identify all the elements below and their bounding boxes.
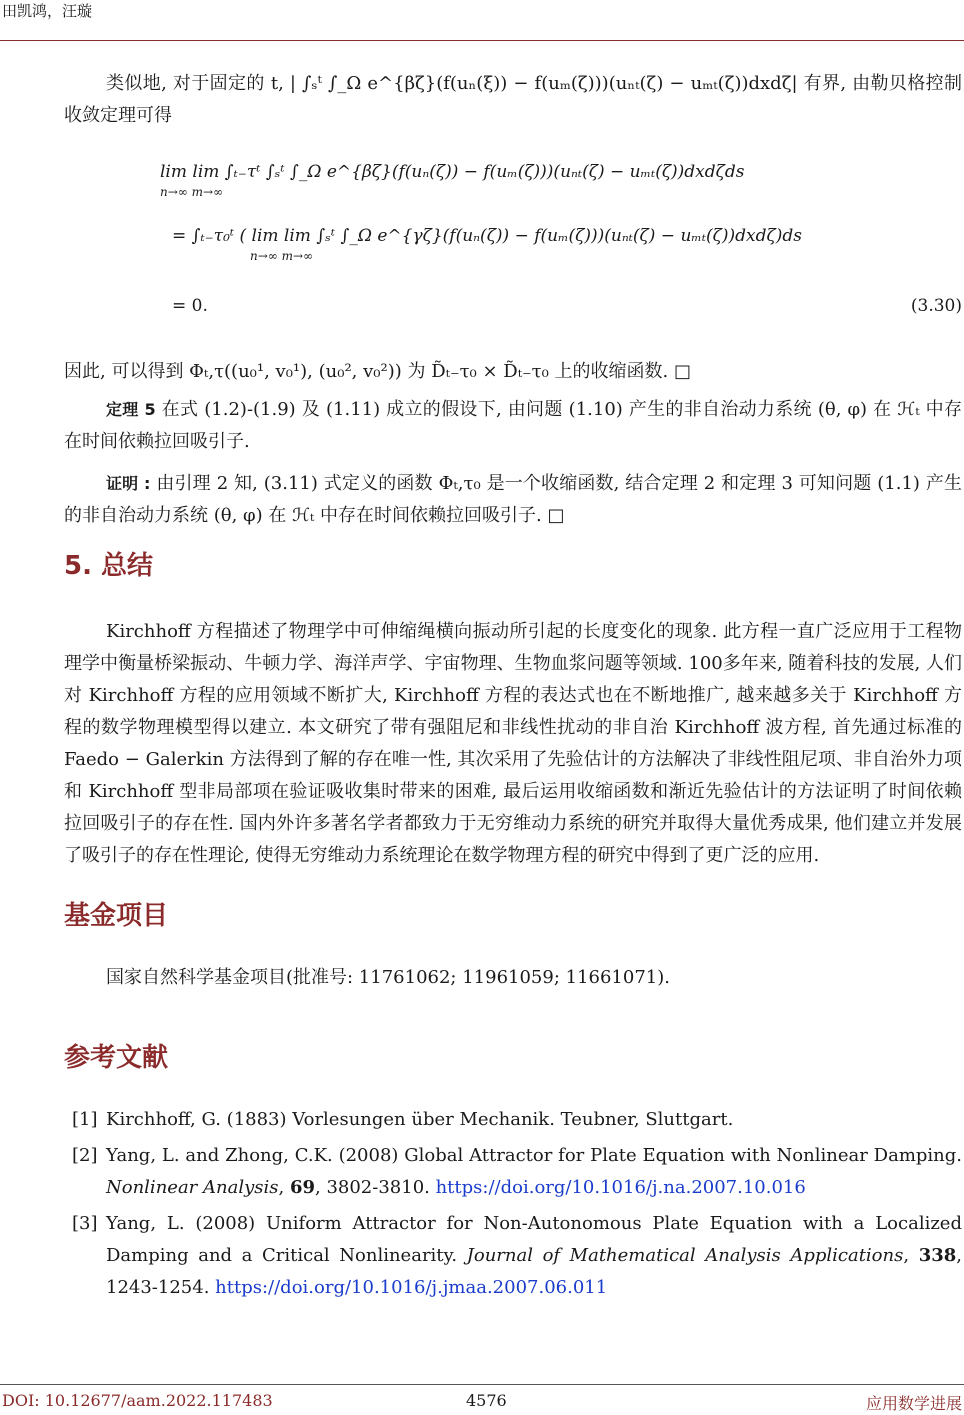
proof-text: 由引理 2 知, (3.11) 式定义的函数 Φₜ,τ₀ 是一个收缩函数, 结合定理 2 和定理 3 可知问题 (1.1) 产生的非自治动力系统 (θ, φ) 在 ℋₜ 中存在时间依赖拉回吸引子. □ <box>64 473 962 526</box>
equation-line-3: = 0. <box>172 296 208 316</box>
footer-doi[interactable]: DOI: 10.12677/aam.2022.117483 <box>2 1391 273 1410</box>
reference-journal: Nonlinear Analysis <box>106 1177 279 1198</box>
equation-line-1-sub: n→∞ m→∞ <box>160 185 224 199</box>
reference-doi-link[interactable]: https://doi.org/10.1016/j.na.2007.10.016 <box>435 1177 806 1198</box>
equation-line-1: lim lim ∫ₜ₋τᵗ ∫ₛᵗ ∫_Ω e^{βζ}(f(uₙ(ζ)) − f(uₘ(ζ)))(uₙₜ(ζ) − uₘₜ(ζ))dxdζds <box>160 162 745 182</box>
theorem-label: 定理 5 <box>106 400 156 419</box>
reference-volume: 338 <box>918 1245 957 1266</box>
reference-list <box>64 1104 962 1304</box>
theorem-text: 在式 (1.2)-(1.9) 及 (1.11) 成立的假设下, 由问题 (1.10) 产生的非自治动力系统 (θ, φ) 在 ℋₜ 中存在时间依赖拉回吸引子. <box>64 399 962 452</box>
equation-number: (3.30) <box>910 296 962 316</box>
reference-number: [2] <box>72 1145 98 1166</box>
footer-page-number: 4576 <box>466 1391 507 1410</box>
proof-label: 证明 : <box>106 474 151 493</box>
reference-volume: 69 <box>289 1177 315 1198</box>
equation-line-2: = ∫ₜ₋τ₀ᵗ ( lim lim ∫ₛᵗ ∫_Ω e^{γζ}(f(uₙ(ζ)) − f(uₘ(ζ)))(uₙₜ(ζ) − uₘₜ(ζ))dxdζ)ds <box>172 226 802 246</box>
reference-text: Yang, L. (2008) Uniform Attractor for Non-Autonomous Plate Equation with a Localized Damping and a Critical Nonlinearity. <box>106 1213 962 1266</box>
reference-number: [1] <box>72 1109 98 1130</box>
references-title: 参考文献 <box>64 1043 169 1073</box>
reference-journal: Journal of Mathematical Analysis Applications <box>466 1245 904 1266</box>
page-header <box>0 0 964 41</box>
footer-journal: 应用数学进展 <box>865 1394 962 1413</box>
equation-3-30 <box>64 148 962 348</box>
reference-doi-link[interactable]: https://doi.org/10.1016/j.jmaa.2007.06.011 <box>215 1277 608 1298</box>
conclusion-line: 因此, 可以得到 Φₜ,τ((u₀¹, v₀¹), (u₀², v₀²)) 为 D̃ₜ₋τ₀ × D̃ₜ₋τ₀ 上的收缩函数. □ <box>64 361 691 382</box>
theorem-5 <box>64 394 962 458</box>
page-footer <box>0 1384 964 1415</box>
proof <box>64 468 962 532</box>
intro-paragraph: 类似地, 对于固定的 t, | ∫ₛᵗ ∫_Ω e^{βζ}(f(uₙ(ξ)) − f(uₘ(ζ)))(uₙₜ(ζ) − uₘₜ(ζ))dxdζ| 有界, 由勒贝格控制收敛定理可得 <box>64 73 962 126</box>
reference-text: Kirchhoff, G. (1883) Vorlesungen über Mechanik. Teubner, Sluttgart. <box>106 1109 734 1130</box>
header-authors: 田凯鸿，汪璇 <box>2 2 93 20</box>
funding-title: 基金项目 <box>64 901 169 931</box>
reference-item <box>64 1104 962 1136</box>
reference-number: [3] <box>72 1213 98 1234</box>
page-content <box>64 68 962 1308</box>
funding-text: 国家自然科学基金项目(批准号: 11761062; 11961059; 11661071). <box>106 967 670 988</box>
reference-item: [3] Yang, L. (2008) Uniform Attractor for Non-Autonomous Plate Equation with a Localized Damping and a Critical Nonlinearity. Journal of Mathematical Analysis Applications, 338, 1243-1254. https://doi.org/10.1016/j.jmaa.2007.06.011 <box>64 1208 962 1304</box>
section-5-paragraph: Kirchhoff 方程描述了物理学中可伸缩绳横向振动所引起的长度变化的现象. 此方程一直广泛应用于工程物理学中衡量桥梁振动、牛顿力学、海洋声学、宇宙物理、生物血浆问题等领域. 100多年来, 随着科技的发展, 人们对 Kirchhoff 方程的应用领域不断扩大, Kirchhoff 方程的表达式也在不断地推广, 越来越多关于 Kirchhoff 方程的数学物理模型得以建立. 本文研究了带有强阻尼和非线性扰动的非自治 Kirchhoff 波方程, 首先通过标准的 Faedo − Galerkin 方法得到了解的存在唯一性, 其次采用了先验估计的方法解决了非线性阻尼项、非自治外力项和 Kirchhoff 型非局部项在验证吸收集时带来的困难, 最后运用收缩函数和渐近先验估计的方法证明了时间依赖拉回吸引子的存在性. 国内外许多著名学者都致力于无穷维动力系统的研究并取得大量优秀成果, 他们建立并发展了吸引子的存在性理论, 使得无穷维动力系统理论在数学物理方程的研究中得到了更广泛的应用. <box>64 621 962 866</box>
reference-text: Yang, L. and Zhong, C.K. (2008) Global Attractor for Plate Equation with Nonlinear Damping. <box>106 1145 962 1166</box>
reference-pages: , 3802-3810. <box>315 1177 436 1198</box>
section-5-title: 5. 总结 <box>64 551 154 581</box>
reference-pages: , 1243-1254. <box>106 1245 962 1298</box>
equation-line-2-sub: n→∞ m→∞ <box>250 249 314 263</box>
reference-item: [2] Yang, L. and Zhong, C.K. (2008) Global Attractor for Plate Equation with Nonlinear Damping. Nonlinear Analysis, 69, 3802-3810. https://doi.org/10.1016/j.na.2007.10.016 <box>64 1140 962 1204</box>
